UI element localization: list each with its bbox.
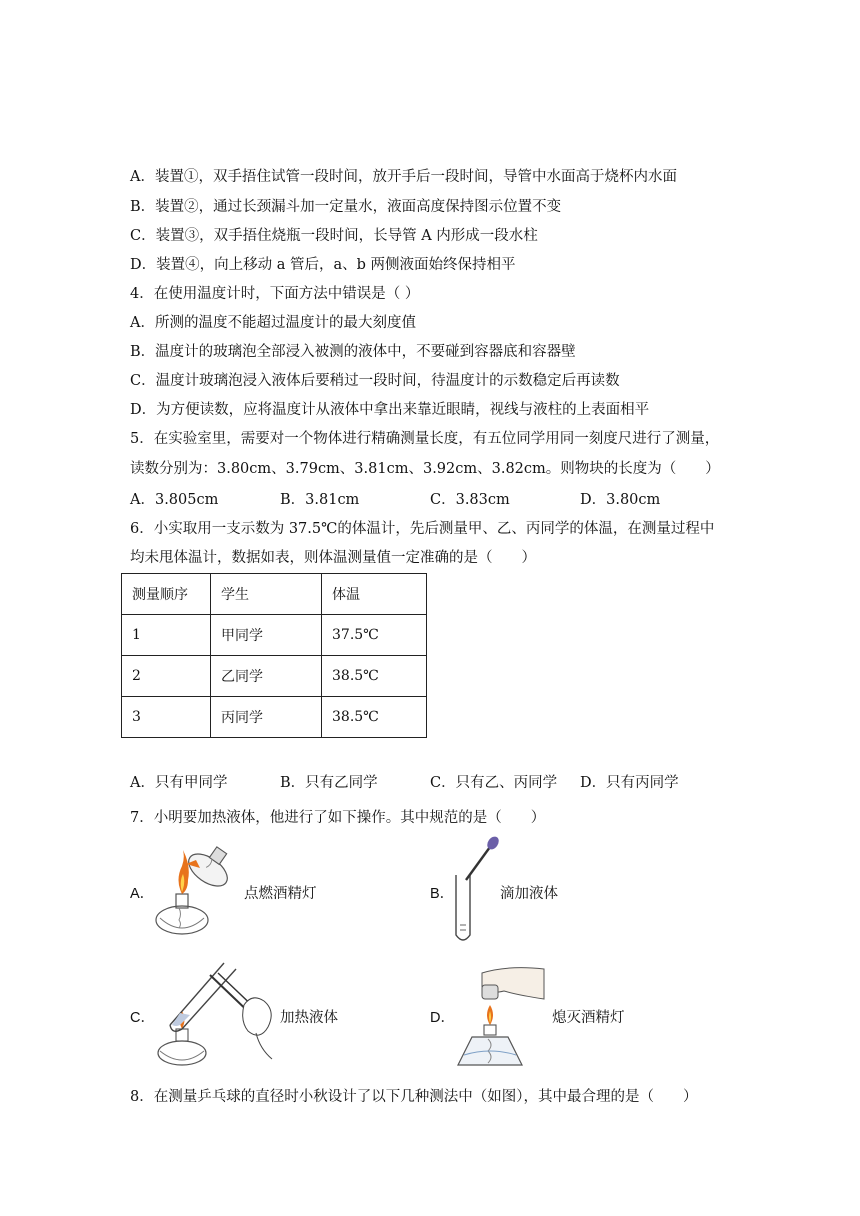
table-cell: 38.5℃ [322,697,427,738]
table-row [122,615,427,656]
table-cell: 37.5℃ [322,615,427,656]
table-row [122,697,427,738]
q5-option-c: C．3.83cm [430,492,510,508]
temperature-table [121,573,427,738]
dropping-liquid-illustration [446,835,506,947]
q4-stem: 4．在使用温度计时，下面方法中错误是（ ） [130,286,420,302]
q6-option-b: B．只有乙同学 [280,775,378,791]
heating-liquid-illustration [152,955,278,1073]
q5-option-b: B．3.81cm [280,492,360,508]
table-header-cell: 体温 [322,574,427,615]
q3-option-a: A．装置①，双手捂住试管一段时间，放开手后一段时间，导管中水面高于烧杯内水面 [130,169,677,185]
q8-stem: 8．在测量乒乓球的直径时小秋设计了以下几种测法中（如图），其中最合理的是（ ） [130,1089,698,1105]
q5-stem-line2: 读数分别为：3.80cm、3.79cm、3.81cm、3.92cm、3.82cm。则物块的长度为（ ） [130,461,720,477]
q4-option-a: A．所测的温度不能超过温度计的最大刻度值 [130,315,416,331]
q3-option-d: D．装置④，向上移动 a 管后，a、b 两侧液面始终保持相平 [130,257,516,273]
table-cell: 2 [122,656,211,697]
q5-option-a: A．3.805cm [130,492,219,508]
table-cell: 38.5℃ [322,656,427,697]
q7-letter-d: D． [430,1010,455,1026]
table-cell: 3 [122,697,211,738]
q4-option-d: D．为方便读数，应将温度计从液体中拿出来靠近眼睛，视线与液柱的上表面相平 [130,402,650,418]
q7-letter-c: C． [130,1010,155,1026]
table-header-cell: 测量顺序 [122,574,211,615]
table-cell: 乙同学 [211,656,322,697]
q5-option-d: D．3.80cm [580,492,661,508]
q7-letter-a: A． [130,886,155,902]
table-row [122,656,427,697]
q7-label-b: 滴加液体 [500,886,558,902]
q6-stem-line1: 6．小实取用一支示数为 37.5℃的体温计，先后测量甲、乙、丙同学的体温，在测量过程中 [130,521,715,537]
q3-option-c: C．装置③，双手捂住烧瓶一段时间，长导管 A 内形成一段水柱 [130,228,538,244]
q6-option-a: A．只有甲同学 [130,775,228,791]
q7-stem: 7．小明要加热液体，他进行了如下操作。其中规范的是（ ） [130,810,546,826]
table-header-row [122,574,427,615]
q7-label-a: 点燃酒精灯 [244,886,317,902]
table-cell: 甲同学 [211,615,322,656]
table-cell: 丙同学 [211,697,322,738]
q7-label-c: 加热液体 [280,1010,338,1026]
q6-stem-line2: 均未甩体温计，数据如表，则体温测量值一定准确的是（ ） [130,550,536,566]
q5-stem-line1: 5．在实验室里，需要对一个物体进行精确测量长度，有五位同学用同一刻度尺进行了测量， [130,431,720,447]
table-header-cell: 学生 [211,574,322,615]
extinguishing-lamp-illustration [448,965,548,1071]
q3-option-b: B．装置②，通过长颈漏斗加一定量水，液面高度保持图示位置不变 [130,199,562,215]
q7-letter-b: B． [430,886,455,902]
q4-option-b: B．温度计的玻璃泡全部浸入被测的液体中，不要碰到容器底和容器壁 [130,344,576,360]
table-cell: 1 [122,615,211,656]
q4-option-c: C．温度计玻璃泡浸入液体后要稍过一段时间，待温度计的示数稳定后再读数 [130,373,620,389]
q6-option-d: D．只有丙同学 [580,775,679,791]
lighting-lamp-illustration [150,840,242,940]
q7-label-d: 熄灭酒精灯 [552,1010,625,1026]
q6-option-c: C．只有乙、丙同学 [430,775,558,791]
